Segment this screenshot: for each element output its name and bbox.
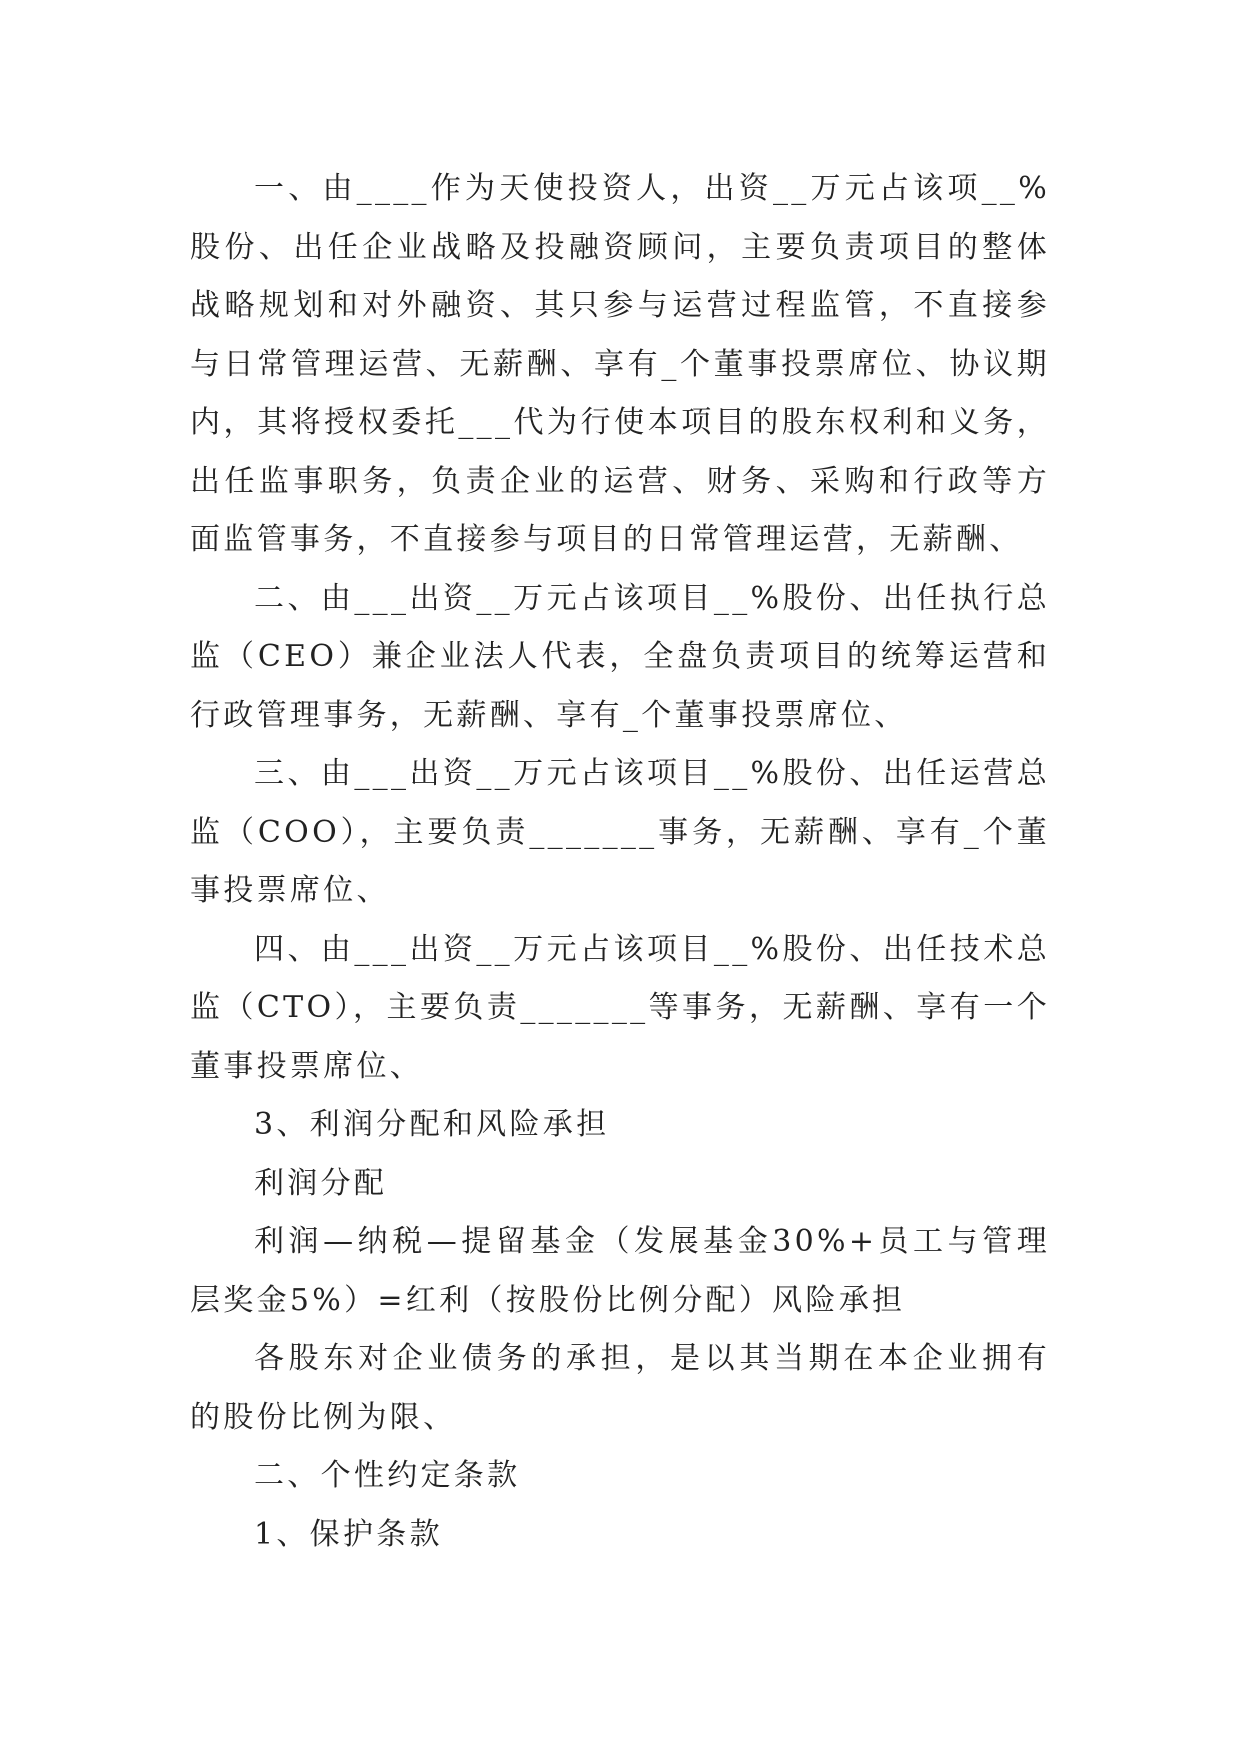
subheading-protection-terms: 1、保护条款 — [254, 1516, 443, 1552]
document-page — [190, 160, 1050, 1564]
paragraph-debt-liability: 各股东对企业债务的承担，是以其当期在本企业拥有的股份比例为限、 — [190, 1341, 1050, 1435]
subheading-profit-distribution: 利润分配 — [254, 1165, 388, 1201]
paragraph-angel-investor: 一、由____作为天使投资人，出资__万元占该项__%股份、出任企业战略及投融资顾问，主要负责项目的整体战略规划和对外融资、其只参与运营过程监管，不直接参与日常管理运营、无薪酬、享有_个董事投票席位、协议期内，其将授权委托___代为行使本项目的股东权利和义务，出任监事职务，负责企业的运营、财务、采购和行政等方面监管事务，不直接参与项目的日常管理运营，无薪酬、 — [190, 171, 1050, 557]
section-heading-special-terms: 二、个性约定条款 — [254, 1458, 521, 1493]
paragraph-profit-formula: 利润—纳税—提留基金（发展基金30%+员工与管理层奖金5%）=红利（按股份比例分配）风险承担 — [190, 1224, 1050, 1318]
paragraph-ceo: 二、由___出资__万元占该项目__%股份、出任执行总监（CEO）兼企业法人代表，全盘负责项目的统筹运营和行政管理事务，无薪酬、享有_个董事投票席位、 — [190, 580, 1050, 733]
paragraph-coo: 三、由___出资__万元占该项目__%股份、出任运营总监（COO），主要负责_______事务，无薪酬、享有_个董事投票席位、 — [190, 756, 1050, 908]
paragraph-cto: 四、由___出资__万元占该项目__%股份、出任技术总监（CTO），主要负责_______等事务，无薪酬、享有一个董事投票席位、 — [190, 931, 1050, 1084]
section-heading-profit-risk: 3、利润分配和风险承担 — [254, 1107, 610, 1142]
